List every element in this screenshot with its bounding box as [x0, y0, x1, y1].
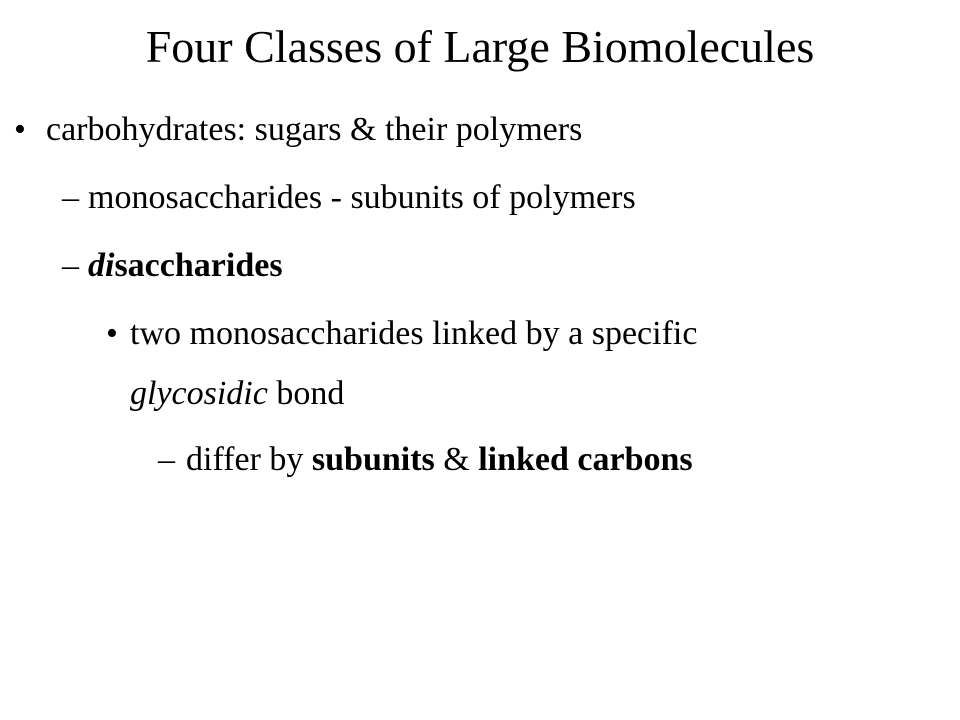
differ-text: differ by: [186, 441, 312, 478]
glycosidic-term: glycosidic: [130, 375, 268, 412]
dash-marker: –: [158, 441, 175, 478]
disaccharides-italic-prefix: di: [88, 247, 115, 284]
disaccharides-bold-rest: saccharides: [114, 247, 283, 284]
sub-item-disaccharides: [88, 246, 283, 286]
dash-marker: –: [62, 179, 79, 216]
bullet-marker: •: [14, 111, 26, 148]
sub-bullet-line-1: two monosaccharides linked by a specific: [130, 315, 698, 352]
bullet-marker: •: [106, 315, 118, 352]
ampersand-text: &: [434, 441, 479, 478]
sub-item-monosaccharides: monosaccharides - subunits of polymers: [88, 179, 636, 216]
linked-carbons-bold: linked carbons: [478, 441, 693, 478]
subunits-bold: subunits: [311, 441, 435, 478]
bond-text: bond: [267, 375, 345, 412]
dash-marker: –: [62, 247, 79, 284]
slide-title: Four Classes of Large Biomolecules: [145, 21, 815, 72]
bullet-carbohydrates: carbohydrates: sugars & their polymers: [46, 111, 583, 148]
sub-bullet-line-2: [130, 374, 344, 414]
sub-sub-item-differ: [186, 440, 693, 480]
